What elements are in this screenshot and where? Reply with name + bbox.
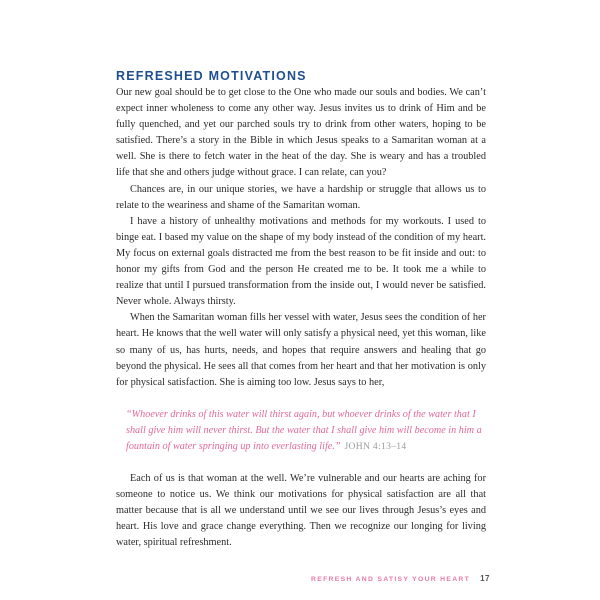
page-footer (311, 574, 490, 583)
section-heading: REFRESHED MOTIVATIONS (116, 69, 307, 83)
page-content (116, 68, 486, 551)
scripture-quote (126, 407, 482, 455)
body-paragraph: Chances are, in our unique stories, we have a hardship or struggle that allows us to relate to the weariness and shame of the Samaritan woman. (116, 183, 486, 211)
quote-reference: JOHN 4:13–14 (344, 440, 407, 452)
body-paragraph: I have a history of unhealthy motivations and methods for my workouts. I used to binge eat. I based my value on the shape of my body instead of the condition of my heart. My focus on external goals distracted me from the best reason to be fit inside and out: to honor my gifts from God and the person He created me to be. It took me a while to realize that until I pursued transformation from the inside out, I would never be satisfied. Never whole. Always thirsty. (116, 215, 486, 308)
body-paragraph: Our new goal should be to get close to the One who made our souls and bodies. We can’t expect inner wholeness to come any other way. Jesus invites us to drink of Him and be fully quenched, and yet our parched souls try to drink from other waters, hoping to be satisfied. There’s a story in the Bible in which Jesus speaks to a Samaritan woman at a well. She is there to fetch water in the heat of the day. She is weary and has a troubled life that she and others judge without grace. I can relate, can you? (116, 87, 486, 179)
closing-paragraph: Each of us is that woman at the well. We’re vulnerable and our hearts are aching for someone to notice us. We think our motivations for physical satisfaction are all that matter because that is all we understand until we see our lives through Jesus’s eyes and heart. His love and grace change everything. Then we recognize our longing for living water, spiritual refreshment. (116, 472, 486, 549)
body-paragraph: When the Samaritan woman fills her vessel with water, Jesus sees the condition of her heart. He knows that the well water will only satisfy a physical need, yet this woman, like so many of us, has hurts, needs, and hopes that require answers and healing that go beyond the physical. He sees all that comes from her heart and that her motivation is only for physical satisfaction. She is aiming too low. Jesus says to her, (116, 312, 486, 388)
quote-text: “Whoever drinks of this water will thirst again, but whoever drinks of the water that I shall give him will never thirst. But the water that I shall give him will become in him a fountain of water springing up into everlasting life.” (126, 408, 482, 452)
page-number: 17 (480, 574, 490, 583)
running-footer-title: REFRESH AND SATISY YOUR HEART (311, 576, 471, 583)
